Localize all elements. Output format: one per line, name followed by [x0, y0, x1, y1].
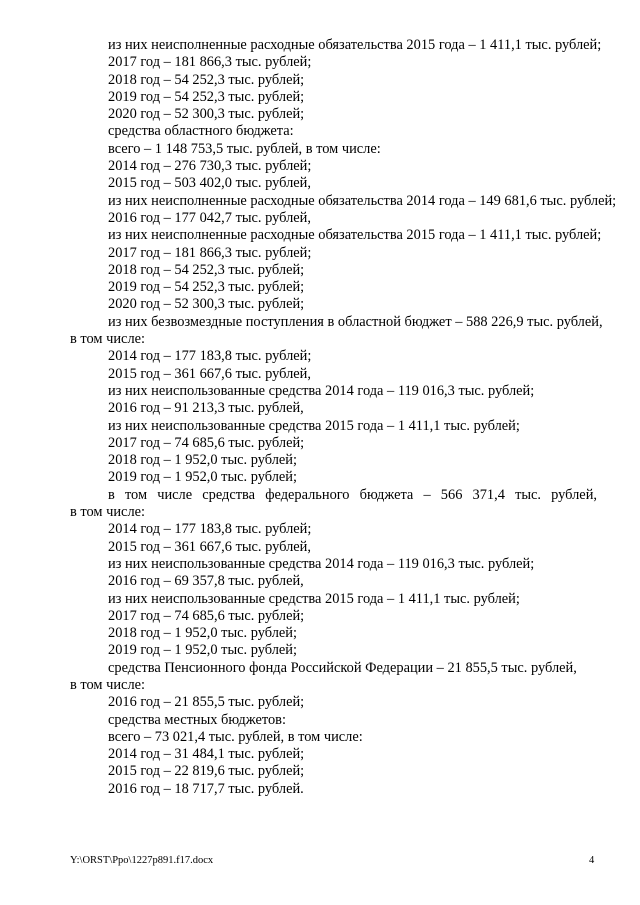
- text-line: в том числе средства федерального бюджета – 566 371,4 тыс. рублей,: [108, 486, 597, 503]
- text-line: 2017 год – 181 866,3 тыс. рублей;: [108, 244, 312, 261]
- text-line: 2018 год – 1 952,0 тыс. рублей;: [108, 625, 297, 642]
- text-line: 2019 год – 1 952,0 тыс. рублей;: [108, 642, 297, 659]
- text-line: 2015 год – 503 402,0 тыс. рублей,: [108, 175, 311, 192]
- text-line: из них неиспользованные средства 2014 года – 119 016,3 тыс. рублей;: [108, 555, 535, 572]
- text-line: 2019 год – 1 952,0 тыс. рублей;: [108, 469, 297, 486]
- text-line: 2018 год – 54 252,3 тыс. рублей;: [108, 71, 305, 88]
- text-line: 2017 год – 74 685,6 тыс. рублей;: [108, 607, 305, 624]
- text-line: всего – 1 148 753,5 тыс. рублей, в том числе:: [108, 140, 381, 157]
- text-line: из них неисполненные расходные обязательства 2015 года – 1 411,1 тыс. рублей;: [108, 37, 602, 53]
- text-line: 2016 год – 69 357,8 тыс. рублей,: [108, 573, 304, 590]
- text-line: 2015 год – 361 667,6 тыс. рублей,: [108, 365, 311, 382]
- text-line: 2015 год – 22 819,6 тыс. рублей;: [108, 763, 305, 780]
- text-line: 2014 год – 31 484,1 тыс. рублей;: [108, 746, 305, 763]
- text-line: из них неисполненные расходные обязательства 2014 года – 149 681,6 тыс. рублей;: [108, 192, 617, 209]
- text-line: 2018 год – 54 252,3 тыс. рублей;: [108, 261, 305, 278]
- text-line: средства Пенсионного фонда Российской Федерации – 21 855,5 тыс. рублей,: [108, 659, 577, 676]
- text-line: 2014 год – 276 730,3 тыс. рублей;: [108, 158, 312, 175]
- text-line: 2016 год – 91 213,3 тыс. рублей,: [108, 400, 304, 417]
- page-number: 4: [589, 855, 595, 866]
- text-line: 2017 год – 181 866,3 тыс. рублей;: [108, 54, 312, 71]
- text-line: в том числе:: [70, 676, 146, 693]
- text-line: 2016 год – 21 855,5 тыс. рублей;: [108, 694, 305, 711]
- text-line: в том числе:: [70, 331, 146, 348]
- text-line: 2017 год – 74 685,6 тыс. рублей;: [108, 434, 305, 451]
- text-line: 2019 год – 54 252,3 тыс. рублей;: [108, 88, 305, 105]
- text-line: 2014 год – 177 183,8 тыс. рублей;: [108, 521, 312, 538]
- document-body: [70, 37, 617, 798]
- text-line: 2020 год – 52 300,3 тыс. рублей;: [108, 106, 305, 123]
- text-line: 2018 год – 1 952,0 тыс. рублей;: [108, 452, 297, 469]
- text-line: в том числе:: [70, 504, 146, 521]
- text-line: из них неиспользованные средства 2015 года – 1 411,1 тыс. рублей;: [108, 590, 520, 607]
- text-line: из них неисполненные расходные обязательства 2015 года – 1 411,1 тыс. рублей;: [108, 227, 602, 244]
- text-line: 2016 год – 177 042,7 тыс. рублей,: [108, 209, 311, 226]
- text-line: 2019 год – 54 252,3 тыс. рублей;: [108, 279, 305, 296]
- text-line: средства областного бюджета:: [108, 123, 294, 140]
- text-line: 2014 год – 177 183,8 тыс. рублей;: [108, 348, 312, 365]
- text-line: 2016 год – 18 717,7 тыс. рублей.: [108, 780, 304, 797]
- text-line: всего – 73 021,4 тыс. рублей, в том числе:: [108, 728, 363, 745]
- text-line: из них неиспользованные средства 2015 года – 1 411,1 тыс. рублей;: [108, 417, 520, 434]
- text-line: 2015 год – 361 667,6 тыс. рублей,: [108, 538, 311, 555]
- text-line: из них безвозмездные поступления в областной бюджет – 588 226,9 тыс. рублей,: [108, 313, 603, 330]
- text-line: 2020 год – 52 300,3 тыс. рублей;: [108, 296, 305, 313]
- text-line: из них неиспользованные средства 2014 года – 119 016,3 тыс. рублей;: [108, 382, 535, 399]
- text-line: средства местных бюджетов:: [108, 711, 286, 728]
- footer-file-path: Y:\ORST\Ppo\1227p891.f17.docx: [70, 855, 214, 866]
